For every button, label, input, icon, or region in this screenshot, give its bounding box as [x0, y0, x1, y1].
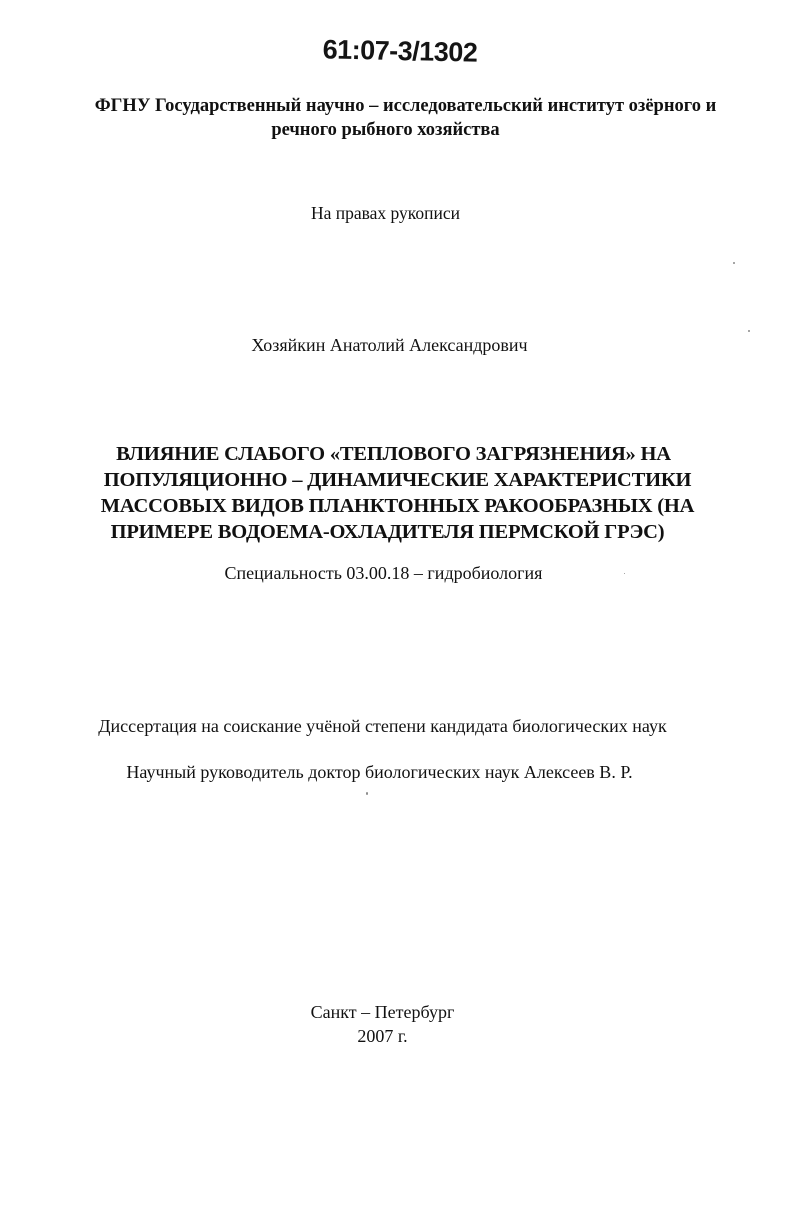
- specialty: Специальность 03.00.18 – гидробиология: [224, 563, 543, 583]
- thesis-title-line-1: ВЛИЯНИЕ СЛАБОГО «ТЕПЛОВОГО ЗАГРЯЗНЕНИЯ» НА: [116, 443, 671, 465]
- scan-speck: [748, 330, 750, 332]
- dissertation-note: Диссертация на соискание учёной степени кандидата биологических наук: [98, 716, 667, 736]
- institution-line-2: речного рыбного хозяйства: [271, 120, 500, 140]
- scan-speck: [624, 573, 625, 574]
- city: Санкт – Петербург: [310, 1002, 455, 1022]
- thesis-title-line-3: МАССОВЫХ ВИДОВ ПЛАНКТОННЫХ РАКООБРАЗНЫХ (НА: [100, 495, 695, 517]
- year: 2007 г.: [357, 1026, 408, 1046]
- thesis-title-line-4: ПРИМЕРЕ ВОДОЕМА-ОХЛАДИТЕЛЯ ПЕРМСКОЙ ГРЭС): [110, 521, 665, 543]
- thesis-title-line-2: ПОПУЛЯЦИОННО – ДИНАМИЧЕСКИЕ ХАРАКТЕРИСТИКИ: [103, 469, 692, 491]
- author-name: Хозяйкин Анатолий Александрович: [251, 335, 528, 355]
- catalog-number: 61:07-3/1302: [322, 34, 478, 68]
- scan-speck: [733, 262, 735, 264]
- institution-line-1: ФГНУ Государственный научно – исследовательский институт озёрного и: [94, 96, 717, 116]
- scan-speck: [366, 792, 368, 795]
- supervisor: Научный руководитель доктор биологических наук Алексеев В. Р.: [126, 762, 633, 782]
- rights-notice: На правах рукописи: [310, 203, 461, 223]
